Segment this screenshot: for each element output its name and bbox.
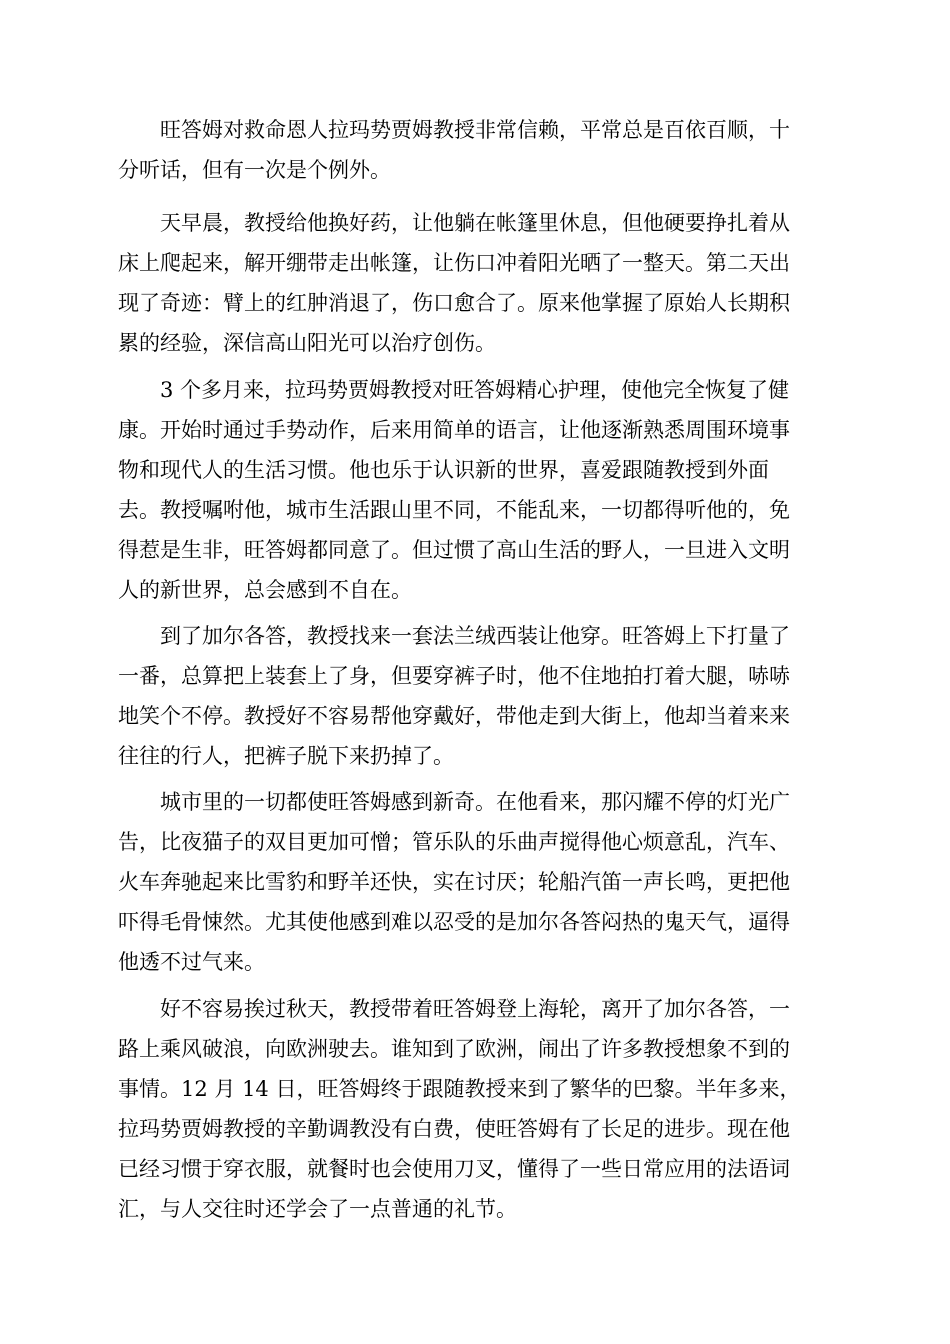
text-line: 吓得毛骨悚然。尤其使他感到难以忍受的是加尔各答闷热的鬼天气，逼得 xyxy=(118,910,790,934)
paragraph-2 xyxy=(118,203,832,363)
text-line: 得惹是生非，旺答姆都同意了。但过惯了高山生活的野人，一旦进入文明 xyxy=(118,538,790,562)
text-line: 路上乘风破浪，向欧洲驶去。谁知到了欧洲，闹出了许多教授想象不到的 xyxy=(118,1037,790,1061)
text-line: 累的经验，深信高山阳光可以治疗创伤。 xyxy=(118,331,496,355)
text-line: 旺答姆对救命恩人拉玛势贾姆教授非常信赖，平常总是百依百顺，十 xyxy=(160,118,790,142)
text-line: 拉玛势贾姆教授的辛勤调教没有白费，使旺答姆有了长足的进步。现在他 xyxy=(118,1117,790,1141)
text-line: 往往的行人，把裤子脱下来扔掉了。 xyxy=(118,744,454,768)
text-line: 人的新世界，总会感到不自在。 xyxy=(118,578,412,602)
paragraph-5 xyxy=(118,782,832,982)
text-line: 康。开始时通过手势动作，后来用简单的语言，让他逐渐熟悉周围环境事 xyxy=(118,418,790,442)
text-line: 城市里的一切都使旺答姆感到新奇。在他看来，那闪耀不停的灯光广 xyxy=(160,790,790,814)
text-line: 分听话，但有一次是个例外。 xyxy=(118,158,391,182)
text-line: 到了加尔各答，教授找来一套法兰绒西装让他穿。旺答姆上下打量了 xyxy=(160,624,790,648)
text-line: 事情。12 月 14 日，旺答姆终于跟随教授来到了繁华的巴黎。半年多来， xyxy=(118,1077,801,1101)
text-line: 汇，与人交往时还学会了一点普通的礼节。 xyxy=(118,1197,517,1221)
text-line: 一番，总算把上装套上了身，但要穿裤子时，他不住地拍打着大腿，哧哧 xyxy=(118,664,790,688)
text-line: 现了奇迹：臂上的红肿消退了，伤口愈合了。原来他掌握了原始人长期积 xyxy=(118,291,790,315)
text-line: 他透不过气来。 xyxy=(118,950,265,974)
text-line: 床上爬起来，解开绷带走出帐篷，让伤口冲着阳光晒了一整天。第二天出 xyxy=(118,251,790,275)
text-line: 去。教授嘱咐他，城市生活跟山里不同，不能乱来，一切都得听他的，免 xyxy=(118,498,790,522)
text-line: 物和现代人的生活习惯。他也乐于认识新的世界，喜爱跟随教授到外面 xyxy=(118,458,769,482)
text-line: 3 个多月来，拉玛势贾姆教授对旺答姆精心护理，使他完全恢复了健 xyxy=(160,378,790,402)
text-line: 告，比夜猫子的双目更加可憎；管乐队的乐曲声搅得他心烦意乱，汽车、 xyxy=(118,830,790,854)
text-line: 天早晨，教授给他换好药，让他躺在帐篷里休息，但他硬要挣扎着从 xyxy=(160,211,790,235)
text-line: 好不容易挨过秋天，教授带着旺答姆登上海轮，离开了加尔各答，一 xyxy=(160,997,790,1021)
paragraph-4 xyxy=(118,616,832,776)
text-line: 火车奔驰起来比雪豹和野羊还快，实在讨厌；轮船汽笛一声长鸣，更把他 xyxy=(118,870,790,894)
paragraph-6 xyxy=(118,989,832,1229)
text-line: 地笑个不停。教授好不容易帮他穿戴好，带他走到大街上，他却当着来来 xyxy=(118,704,790,728)
text-line: 已经习惯于穿衣服，就餐时也会使用刀叉，懂得了一些日常应用的法语词 xyxy=(118,1157,790,1181)
paragraph-1 xyxy=(118,110,832,190)
paragraph-3 xyxy=(118,370,832,610)
